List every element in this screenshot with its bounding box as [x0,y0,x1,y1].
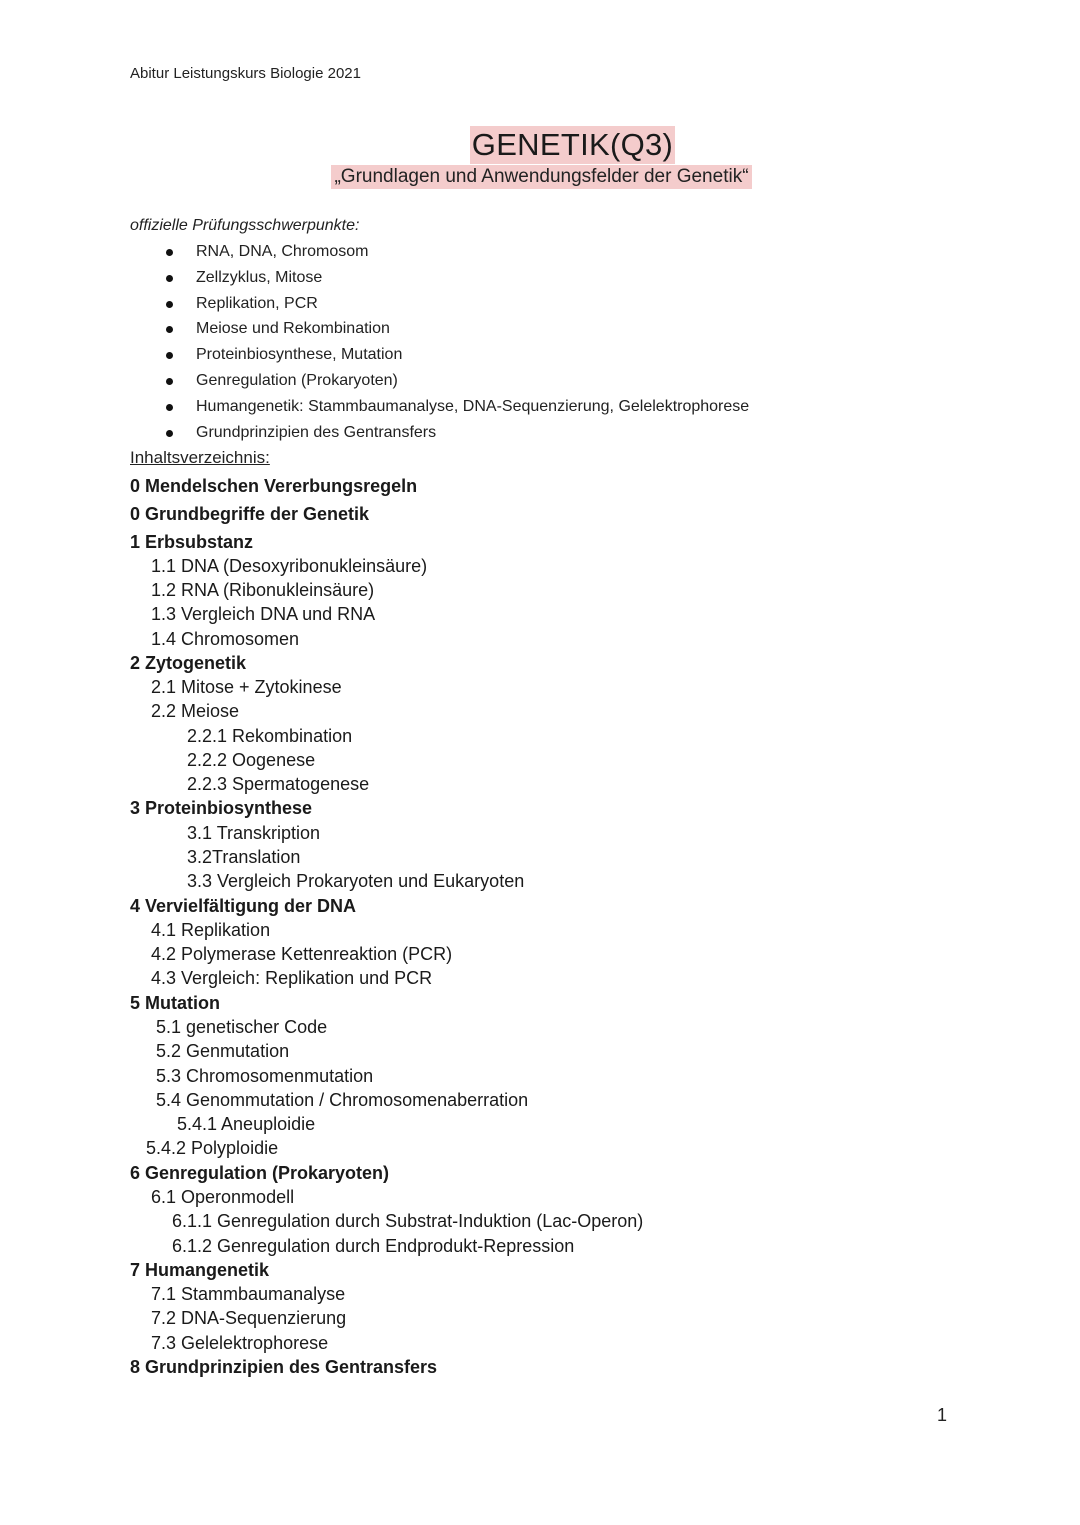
toc-subsection: 3.3 Vergleich Prokaryoten und Eukaryoten [187,871,525,891]
toc-subsubsection: 5.4.2 Polyploidie [146,1138,279,1158]
toc-section: 3 Proteinbiosynthese [130,798,313,818]
toc-subsubsection: 2.2.3 Spermatogenese [187,774,370,794]
toc-subsubsection: 5.4.1 Aneuploidie [177,1114,316,1134]
bullet-icon [166,249,173,256]
toc-section: 7 Humangenetik [130,1260,270,1280]
exam-focus-item-text: Genregulation (Prokaryoten) [196,371,398,389]
exam-focus-label: offizielle Prüfungsschwerpunkte: [130,217,360,234]
toc-subsection: 1.2 RNA (Ribonukleinsäure) [151,580,375,600]
toc-section: 1 Erbsubstanz [130,532,254,552]
bullet-icon [166,378,173,385]
bullet-icon [166,326,173,333]
exam-focus-item [130,344,749,370]
exam-focus-item [130,293,749,319]
toc-section: 4 Vervielfältigung der DNA [130,896,357,916]
exam-focus-item-text: Meiose und Rekombination [196,320,390,338]
title-container [0,126,1080,164]
exam-focus-item-text: Zellzyklus, Mitose [196,268,323,286]
toc-subsection: 7.1 Stammbaumanalyse [151,1284,346,1304]
page-number: 1 [937,1405,948,1425]
toc-subsection: 2.1 Mitose + Zytokinese [151,677,342,697]
document-header: Abitur Leistungskurs Biologie 2021 [130,65,361,82]
toc-subsection: 5.2 Genmutation [156,1041,290,1061]
page-title: GENETIK(Q3) [471,127,674,162]
toc-subsection: 4.2 Polymerase Kettenreaktion (PCR) [151,944,453,964]
toc-subsection: 1.3 Vergleich DNA und RNA [151,604,376,624]
exam-focus-item-text: RNA, DNA, Chromosom [196,243,369,260]
toc-section: 0 Mendelschen Vererbungsregeln [130,476,418,496]
toc-subsection: 2.2 Meiose [151,701,240,721]
toc-subsubsection: 6.1.2 Genregulation durch Endprodukt-Repression [172,1236,575,1256]
toc-subsection: 1.1 DNA (Desoxyribonukleinsäure) [151,556,428,576]
toc-subsection: 6.1 Operonmodell [151,1187,295,1207]
toc-section: 0 Grundbegriffe der Genetik [130,504,370,524]
bullet-icon [166,352,173,359]
toc-section: 8 Grundprinzipien des Gentransfers [130,1357,438,1377]
toc-heading: Inhaltsverzeichnis: [130,448,270,467]
toc-subsection: 5.4 Genommutation / Chromosomenaberration [156,1090,529,1110]
toc-subsection: 3.1 Transkription [187,823,321,843]
exam-focus-item-text: Humangenetik: Stammbaumanalyse, DNA-Sequenzierung, Gelelektrophorese [196,397,750,415]
toc-subsection: 5.1 genetischer Code [156,1017,328,1037]
exam-focus-item [130,370,749,396]
exam-focus-item-text: Grundprinzipien des Gentransfers [196,423,437,441]
exam-focus-item [130,396,749,422]
toc-subsection: 5.3 Chromosomenmutation [156,1066,374,1086]
exam-focus-item [130,267,749,293]
exam-focus-item-text: Replikation, PCR [196,294,318,312]
toc-section: 2 Zytogenetik [130,653,247,673]
toc-subsection: 4.1 Replikation [151,920,271,940]
toc-subsection: 7.3 Gelelektrophorese [151,1333,329,1353]
toc-subsubsection: 6.1.1 Genregulation durch Substrat-Induktion (Lac-Operon) [172,1211,644,1231]
subtitle-container [0,165,1080,189]
toc-subsection: 3.2Translation [187,847,301,867]
exam-focus-item-text: Proteinbiosynthese, Mutation [196,346,403,364]
page-subtitle: „Grundlagen und Anwendungsfelder der Genetik“ [331,165,751,189]
toc-subsubsection: 2.2.1 Rekombination [187,726,353,746]
exam-focus-item [130,241,749,267]
toc-section: 5 Mutation [130,993,220,1013]
toc-subsubsection: 2.2.2 Oogenese [187,750,316,770]
bullet-icon [166,275,173,282]
exam-focus-item [130,318,749,344]
toc-subsection: 7.2 DNA-Sequenzierung [151,1308,347,1328]
toc-subsection: 4.3 Vergleich: Replikation und PCR [151,968,433,988]
bullet-icon [166,301,173,308]
bullet-icon [166,404,173,411]
exam-focus-list [130,241,749,447]
toc-subsection: 1.4 Chromosomen [151,629,300,649]
bullet-icon [166,430,173,437]
exam-focus-item [130,422,749,448]
toc-section: 6 Genregulation (Prokaryoten) [130,1163,390,1183]
